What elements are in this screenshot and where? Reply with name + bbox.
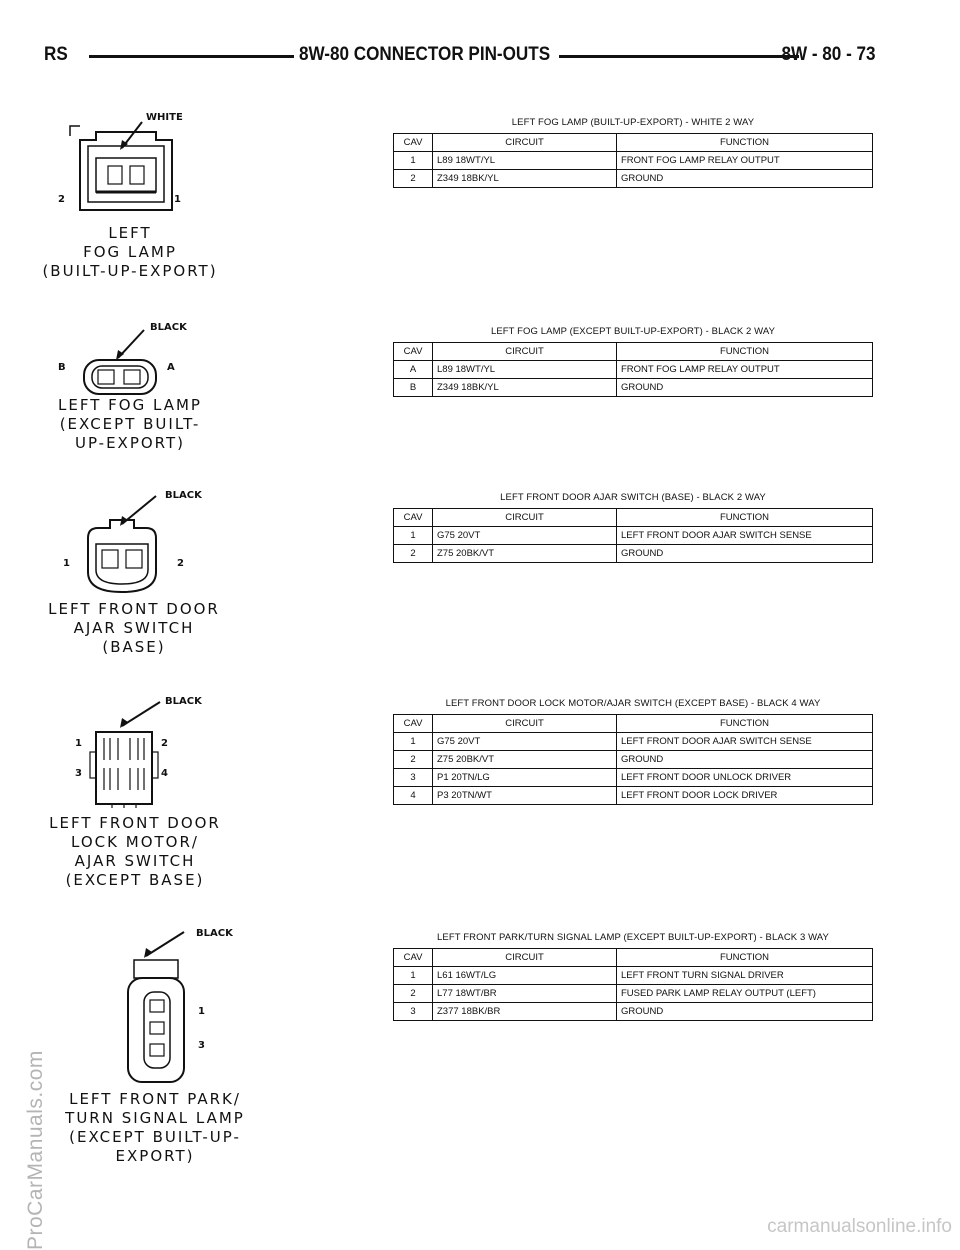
col-circuit: CIRCUIT: [433, 343, 617, 361]
col-circuit: CIRCUIT: [433, 509, 617, 527]
pinout-table-2: [393, 326, 873, 397]
table-row: [394, 152, 873, 170]
cell-cav: 2: [394, 170, 433, 188]
col-function: FUNCTION: [617, 343, 873, 361]
cell-cav: 4: [394, 787, 433, 805]
pin-label: 1: [174, 194, 181, 205]
connector-label-line: AJAR SWITCH: [74, 852, 196, 870]
cell-cav: 3: [394, 769, 433, 787]
cell-circuit: Z349 18BK/YL: [433, 379, 617, 397]
cell-circuit: Z349 18BK/YL: [433, 170, 617, 188]
cell-cav: 1: [394, 527, 433, 545]
table-row: [394, 379, 873, 397]
connector-label: [40, 814, 230, 890]
cell-function: LEFT FRONT DOOR AJAR SWITCH SENSE: [617, 527, 873, 545]
cell-function: LEFT FRONT DOOR LOCK DRIVER: [617, 787, 873, 805]
connector-label-line: (EXCEPT BASE): [65, 871, 205, 889]
connector-diagram-4: [60, 696, 210, 816]
table-row: [394, 361, 873, 379]
cell-cav: A: [394, 361, 433, 379]
connector-label-line: TURN SIGNAL LAMP: [65, 1109, 245, 1127]
connector-label-line: LEFT: [108, 224, 152, 242]
table-header-row: [394, 343, 873, 361]
connector-label-line: (EXCEPT BUILT-UP-EXPORT): [69, 1128, 241, 1165]
cell-function: FUSED PARK LAMP RELAY OUTPUT (LEFT): [617, 985, 873, 1003]
col-circuit: CIRCUIT: [433, 134, 617, 152]
header-section-code: RS: [44, 44, 68, 65]
cell-cav: 1: [394, 967, 433, 985]
col-function: FUNCTION: [617, 509, 873, 527]
connector-diagram-3: [60, 488, 210, 598]
cell-cav: 2: [394, 985, 433, 1003]
cell-cav: 1: [394, 733, 433, 751]
table-header-row: [394, 509, 873, 527]
table-row: [394, 545, 873, 563]
table-title: LEFT FRONT DOOR AJAR SWITCH (BASE) - BLACK 2 WAY: [500, 492, 766, 503]
connector-label: [40, 396, 220, 453]
connector-label-line: UP-EXPORT): [74, 434, 186, 452]
pinout-table-4: [393, 698, 873, 805]
pinout-table-1: [393, 117, 873, 188]
connector-diagram-2: [60, 320, 210, 400]
pin-label: 1: [63, 558, 70, 569]
pin-label: 1: [198, 1006, 205, 1017]
table-row: [394, 1003, 873, 1021]
table-title: LEFT FRONT PARK/TURN SIGNAL LAMP (EXCEPT BUILT-UP-EXPORT) - BLACK 3 WAY: [437, 932, 829, 943]
cell-function: GROUND: [617, 170, 873, 188]
connector-label-line: LEFT FOG LAMP: [58, 396, 202, 414]
header-rule-right: [559, 55, 799, 58]
col-function: FUNCTION: [617, 715, 873, 733]
header-page-number: 8W - 80 - 73: [781, 44, 876, 65]
cell-cav: 3: [394, 1003, 433, 1021]
connector-label-line: FOG LAMP: [83, 243, 177, 261]
table-row: [394, 751, 873, 769]
connector-label-line: LEFT FRONT DOOR: [48, 600, 220, 618]
pin-label: 3: [198, 1040, 205, 1051]
connector-label-line: (BASE): [102, 638, 166, 656]
connector-label: [40, 224, 220, 281]
pinout-table: [393, 508, 873, 563]
cell-function: GROUND: [617, 545, 873, 563]
wire-color-tag: BLACK: [165, 490, 202, 501]
cell-cav: 2: [394, 545, 433, 563]
cell-circuit: L89 18WT/YL: [433, 152, 617, 170]
col-circuit: CIRCUIT: [433, 949, 617, 967]
col-cav: CAV: [394, 509, 433, 527]
cell-function: GROUND: [617, 1003, 873, 1021]
pinout-table: [393, 133, 873, 188]
table-title: LEFT FRONT DOOR LOCK MOTOR/AJAR SWITCH (EXCEPT BASE) - BLACK 4 WAY: [445, 698, 821, 709]
cell-circuit: G75 20VT: [433, 527, 617, 545]
connector-label: [40, 1090, 270, 1166]
table-row: [394, 170, 873, 188]
col-cav: CAV: [394, 715, 433, 733]
cell-cav: 2: [394, 751, 433, 769]
cell-circuit: L89 18WT/YL: [433, 361, 617, 379]
table-header-row: [394, 134, 873, 152]
pinout-table-3: [393, 492, 873, 563]
connector-diagram-1: [60, 110, 210, 220]
cell-cav: 1: [394, 152, 433, 170]
table-row: [394, 527, 873, 545]
cell-circuit: Z377 18BK/BR: [433, 1003, 617, 1021]
pin-label: A: [167, 362, 175, 373]
cell-circuit: P3 20TN/WT: [433, 787, 617, 805]
cell-function: LEFT FRONT DOOR AJAR SWITCH SENSE: [617, 733, 873, 751]
connector-label-line: LOCK MOTOR/: [71, 833, 199, 851]
table-title: LEFT FOG LAMP (BUILT-UP-EXPORT) - WHITE 2 WAY: [511, 117, 755, 128]
table-title: LEFT FOG LAMP (EXCEPT BUILT-UP-EXPORT) - BLACK 2 WAY: [490, 326, 776, 337]
wire-color-tag: BLACK: [196, 928, 233, 939]
cell-function: GROUND: [617, 751, 873, 769]
cell-function: LEFT FRONT TURN SIGNAL DRIVER: [617, 967, 873, 985]
pinout-table: [393, 714, 873, 805]
pinout-table-5: [393, 932, 873, 1021]
col-cav: CAV: [394, 134, 433, 152]
watermark-side: ProCarManuals.com: [24, 1050, 47, 1250]
pin-label: 1: [75, 738, 82, 749]
col-circuit: CIRCUIT: [433, 715, 617, 733]
pinout-table: [393, 948, 873, 1021]
cell-function: LEFT FRONT DOOR UNLOCK DRIVER: [617, 769, 873, 787]
connector-label-line: (BUILT-UP-EXPORT): [42, 262, 218, 280]
header-title: 8W-80 CONNECTOR PIN-OUTS: [299, 44, 551, 65]
table-row: [394, 985, 873, 1003]
cell-function: GROUND: [617, 379, 873, 397]
page-header: [44, 44, 876, 72]
cell-circuit: P1 20TN/LG: [433, 769, 617, 787]
col-cav: CAV: [394, 949, 433, 967]
col-function: FUNCTION: [617, 949, 873, 967]
table-header-row: [394, 949, 873, 967]
pin-label: 4: [161, 768, 168, 779]
header-rule-left: [89, 55, 294, 58]
table-row: [394, 787, 873, 805]
cell-circuit: Z75 20BK/VT: [433, 751, 617, 769]
connector-label-line: LEFT FRONT PARK/: [69, 1090, 241, 1108]
cell-circuit: G75 20VT: [433, 733, 617, 751]
watermark-bottom: carmanualsonline.info: [767, 1216, 952, 1237]
wire-color-tag: BLACK: [165, 696, 202, 707]
table-row: [394, 967, 873, 985]
pin-label: 2: [177, 558, 184, 569]
cell-function: FRONT FOG LAMP RELAY OUTPUT: [617, 361, 873, 379]
connector-label-line: LEFT FRONT DOOR: [49, 814, 221, 832]
table-header-row: [394, 715, 873, 733]
connector-label: [44, 600, 224, 657]
pin-label: 2: [161, 738, 168, 749]
table-row: [394, 733, 873, 751]
table-row: [394, 769, 873, 787]
pin-label: 2: [58, 194, 65, 205]
cell-circuit: L77 18WT/BR: [433, 985, 617, 1003]
connector-diagram-5: [100, 926, 240, 1086]
connector-label-line: (EXCEPT BUILT-: [59, 415, 201, 433]
connector-label-line: AJAR SWITCH: [73, 619, 195, 637]
col-function: FUNCTION: [617, 134, 873, 152]
cell-function: FRONT FOG LAMP RELAY OUTPUT: [617, 152, 873, 170]
cell-circuit: Z75 20BK/VT: [433, 545, 617, 563]
cell-cav: B: [394, 379, 433, 397]
pinout-table: [393, 342, 873, 397]
wire-color-tag: WHITE: [146, 112, 183, 123]
cell-circuit: L61 16WT/LG: [433, 967, 617, 985]
col-cav: CAV: [394, 343, 433, 361]
pin-label: 3: [75, 768, 82, 779]
pin-label: B: [58, 362, 66, 373]
wire-color-tag: BLACK: [150, 322, 187, 333]
